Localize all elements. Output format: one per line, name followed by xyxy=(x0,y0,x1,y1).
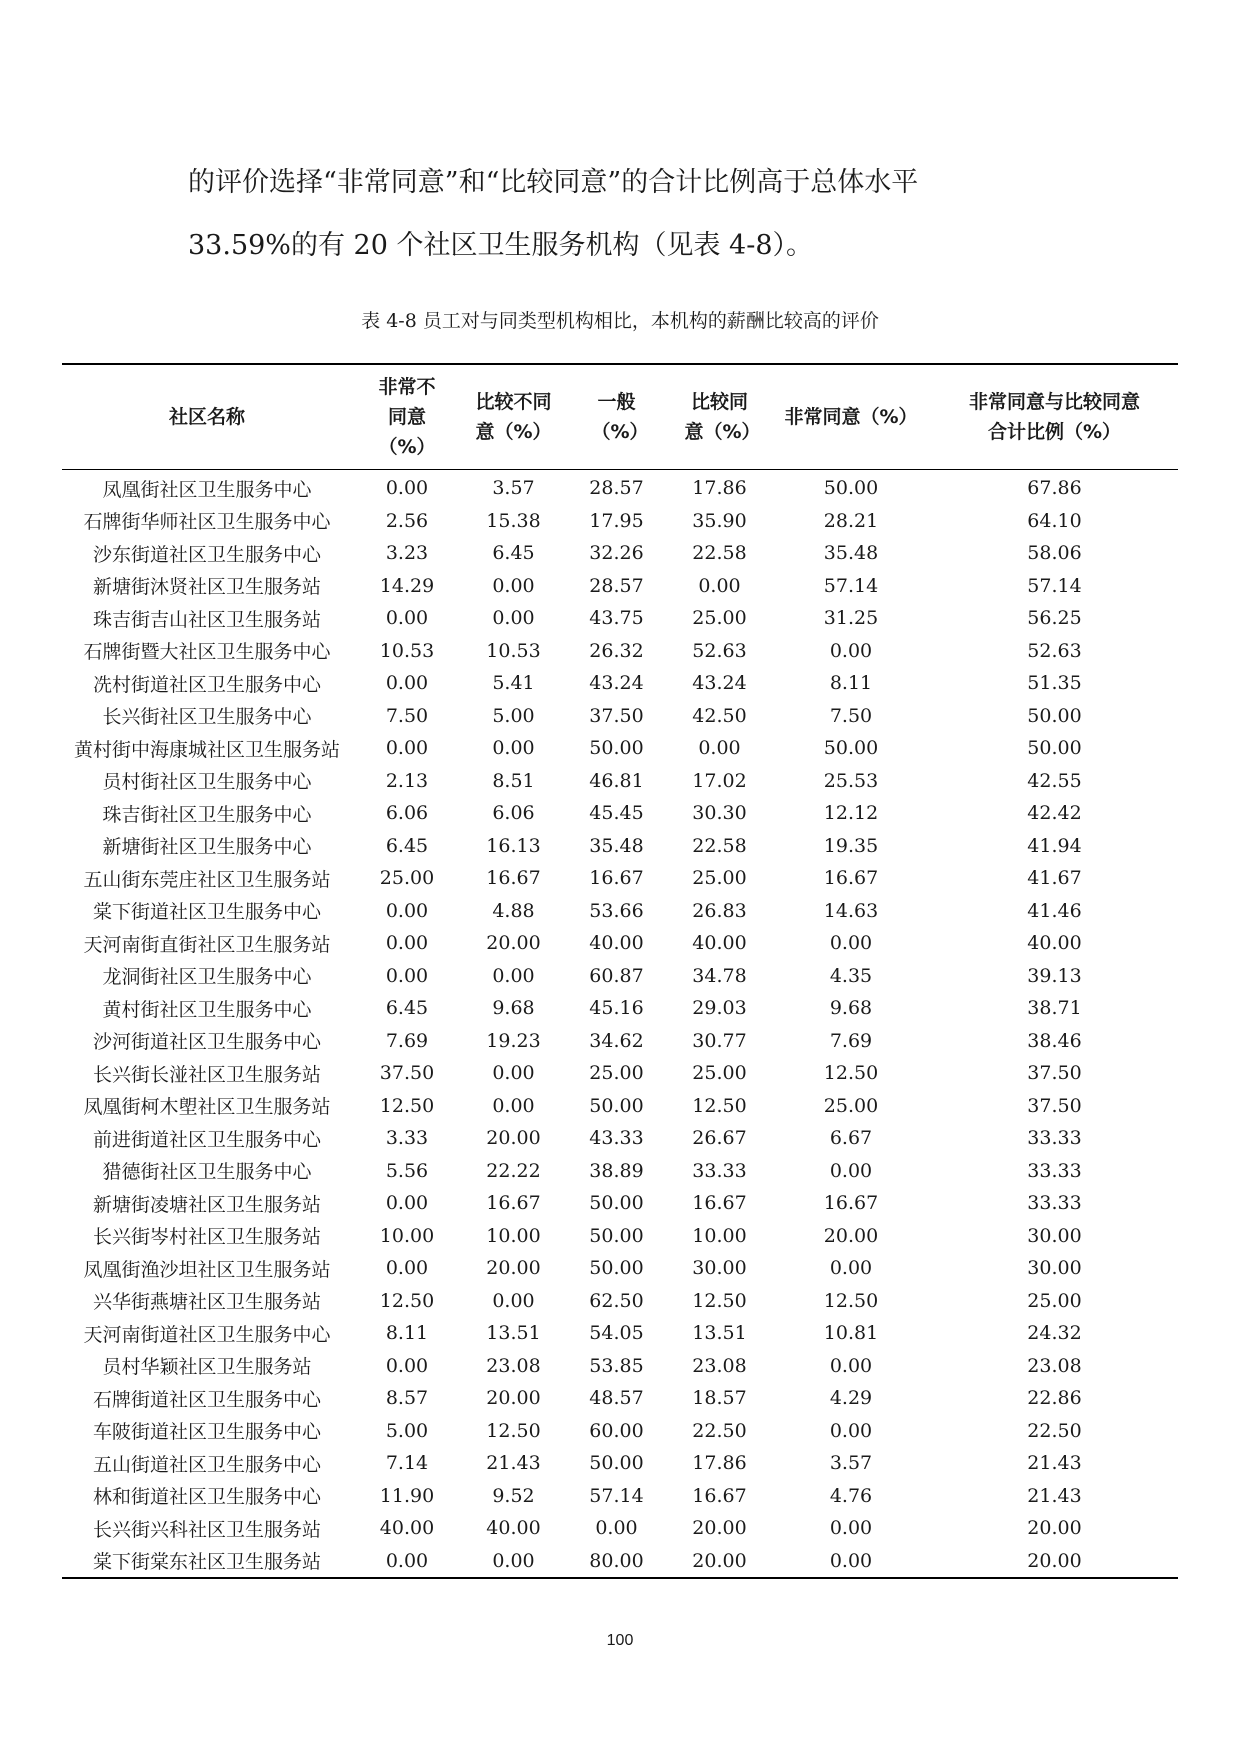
cell-disagree: 20.00 xyxy=(486,1387,541,1410)
cell-agree: 26.83 xyxy=(692,899,747,922)
cell-strongly-agree: 9.68 xyxy=(829,997,873,1020)
cell-agree: 12.50 xyxy=(692,1094,747,1117)
cell-strongly-agree: 16.67 xyxy=(823,1192,879,1215)
cell-agree-total: 40.00 xyxy=(1027,932,1082,955)
table-row xyxy=(62,1545,1178,1579)
cell-strongly-agree: 3.57 xyxy=(829,1452,873,1475)
table-row xyxy=(62,1317,1178,1350)
cell-neutral: 25.00 xyxy=(589,1062,644,1085)
cell-strongly-agree: 12.50 xyxy=(823,1062,879,1085)
cell-strongly-agree: 0.00 xyxy=(829,1549,873,1572)
cell-strongly-disagree: 37.50 xyxy=(379,1062,435,1085)
cell-strongly-disagree: 0.00 xyxy=(385,932,429,955)
cell-agree: 20.00 xyxy=(692,1517,747,1540)
table-row xyxy=(62,1285,1178,1318)
cell-disagree: 0.00 xyxy=(492,964,535,987)
cell-neutral: 53.85 xyxy=(589,1354,644,1377)
cell-neutral: 26.32 xyxy=(589,639,644,662)
cell-strongly-agree: 28.21 xyxy=(823,509,879,532)
cell-agree: 30.00 xyxy=(692,1257,747,1280)
cell-neutral: 50.00 xyxy=(589,1094,644,1117)
cell-strongly-disagree: 6.45 xyxy=(385,997,429,1020)
table-row xyxy=(62,505,1178,538)
cell-disagree: 0.00 xyxy=(492,1289,535,1312)
cell-disagree: 12.50 xyxy=(486,1419,541,1442)
cell-community-name: 珠吉街社区卫生服务中心 xyxy=(102,803,312,826)
cell-disagree: 21.43 xyxy=(486,1452,541,1475)
cell-agree: 13.51 xyxy=(692,1322,747,1345)
cell-disagree: 4.88 xyxy=(492,899,535,922)
cell-disagree: 13.51 xyxy=(486,1322,541,1345)
cell-disagree: 19.23 xyxy=(486,1029,541,1052)
cell-strongly-disagree: 6.06 xyxy=(385,802,429,825)
cell-neutral: 32.26 xyxy=(589,542,644,565)
cell-community-name: 凤凰街柯木塱社区卫生服务站 xyxy=(83,1096,331,1119)
cell-agree: 22.58 xyxy=(692,542,747,565)
cell-strongly-disagree: 0.00 xyxy=(385,899,429,922)
cell-agree: 17.86 xyxy=(692,1452,747,1475)
table-row xyxy=(62,1090,1178,1123)
cell-disagree: 15.38 xyxy=(486,509,541,532)
cell-agree: 18.57 xyxy=(692,1387,747,1410)
cell-community-name: 天河南街道社区卫生服务中心 xyxy=(83,1323,331,1346)
cell-agree: 22.58 xyxy=(692,834,747,857)
cell-agree-total: 64.10 xyxy=(1027,509,1082,532)
table-row xyxy=(62,470,1178,505)
cell-community-name: 长兴街长湴社区卫生服务站 xyxy=(92,1063,321,1086)
cell-agree: 30.77 xyxy=(692,1029,747,1052)
cell-neutral: 62.50 xyxy=(589,1289,644,1312)
table-row xyxy=(62,1025,1178,1058)
table-row xyxy=(62,1480,1178,1513)
table-row xyxy=(62,1122,1178,1155)
table-row xyxy=(62,862,1178,895)
cell-community-name: 车陂街道社区卫生服务中心 xyxy=(92,1421,321,1444)
cell-neutral: 45.16 xyxy=(589,997,644,1020)
cell-strongly-disagree: 0.00 xyxy=(385,964,429,987)
cell-strongly-agree: 6.67 xyxy=(829,1127,873,1150)
cell-disagree: 20.00 xyxy=(486,1127,541,1150)
table-row xyxy=(62,570,1178,603)
cell-agree-total: 21.43 xyxy=(1027,1484,1082,1507)
cell-strongly-agree: 12.50 xyxy=(823,1289,879,1312)
cell-strongly-disagree: 14.29 xyxy=(379,574,435,597)
cell-agree-total: 41.94 xyxy=(1027,834,1082,857)
cell-neutral: 60.00 xyxy=(589,1419,644,1442)
cell-agree-total: 38.46 xyxy=(1027,1029,1082,1052)
cell-disagree: 10.00 xyxy=(486,1224,541,1247)
cell-disagree: 0.00 xyxy=(492,574,535,597)
cell-agree-total: 41.46 xyxy=(1027,899,1082,922)
cell-agree: 23.08 xyxy=(692,1354,747,1377)
cell-neutral: 38.89 xyxy=(589,1159,644,1182)
cell-strongly-disagree: 0.00 xyxy=(385,1549,429,1572)
table-row xyxy=(62,927,1178,960)
cell-strongly-agree: 25.53 xyxy=(823,769,879,792)
cell-disagree: 9.52 xyxy=(492,1484,535,1507)
cell-strongly-agree: 25.00 xyxy=(823,1094,879,1117)
cell-disagree: 40.00 xyxy=(486,1517,541,1540)
header-community-name: 社区名称 xyxy=(62,364,352,470)
cell-strongly-disagree: 0.00 xyxy=(385,672,429,695)
cell-community-name: 长兴街社区卫生服务中心 xyxy=(102,706,312,729)
cell-neutral: 40.00 xyxy=(589,932,644,955)
cell-strongly-agree: 50.00 xyxy=(823,737,879,760)
cell-strongly-agree: 4.35 xyxy=(829,964,873,987)
cell-community-name: 新塘街社区卫生服务中心 xyxy=(102,836,312,859)
cell-community-name: 珠吉街吉山社区卫生服务站 xyxy=(92,608,321,631)
table-row xyxy=(62,1350,1178,1383)
cell-disagree: 0.00 xyxy=(492,1549,535,1572)
table-row xyxy=(62,1512,1178,1545)
cell-strongly-disagree: 7.50 xyxy=(385,704,429,727)
cell-neutral: 57.14 xyxy=(589,1484,644,1507)
cell-neutral: 80.00 xyxy=(589,1549,644,1572)
cell-community-name: 凤凰街渔沙坦社区卫生服务站 xyxy=(83,1258,331,1281)
cell-neutral: 48.57 xyxy=(589,1387,644,1410)
table-row xyxy=(62,537,1178,570)
cell-neutral: 50.00 xyxy=(589,737,644,760)
cell-agree: 33.33 xyxy=(692,1159,747,1182)
cell-agree-total: 22.86 xyxy=(1027,1387,1082,1410)
cell-agree-total: 38.71 xyxy=(1027,997,1082,1020)
cell-neutral: 43.75 xyxy=(589,607,644,630)
cell-strongly-disagree: 2.13 xyxy=(385,769,429,792)
cell-disagree: 0.00 xyxy=(492,607,535,630)
cell-agree: 40.00 xyxy=(692,932,747,955)
cell-agree-total: 30.00 xyxy=(1027,1224,1082,1247)
cell-community-name: 石牌街华师社区卫生服务中心 xyxy=(83,511,331,534)
cell-neutral: 50.00 xyxy=(589,1192,644,1215)
header-strongly-disagree: 非常不同意（%） xyxy=(352,364,462,470)
cell-disagree: 3.57 xyxy=(492,477,535,500)
cell-agree: 12.50 xyxy=(692,1289,747,1312)
cell-agree-total: 41.67 xyxy=(1027,867,1082,890)
table-row xyxy=(62,960,1178,993)
table-row xyxy=(62,700,1178,733)
cell-strongly-agree: 31.25 xyxy=(823,607,879,630)
cell-neutral: 28.57 xyxy=(589,477,644,500)
cell-community-name: 冼村街道社区卫生服务中心 xyxy=(92,673,321,696)
cell-agree-total: 23.08 xyxy=(1027,1354,1082,1377)
cell-strongly-disagree: 0.00 xyxy=(385,607,429,630)
cell-neutral: 35.48 xyxy=(589,834,644,857)
header-agree-total: 非常同意与比较同意合计比例（%） xyxy=(931,364,1178,470)
cell-neutral: 43.24 xyxy=(589,672,644,695)
table-row xyxy=(62,992,1178,1025)
cell-disagree: 23.08 xyxy=(486,1354,541,1377)
cell-agree-total: 20.00 xyxy=(1027,1549,1082,1572)
cell-agree: 52.63 xyxy=(692,639,747,662)
cell-strongly-agree: 0.00 xyxy=(829,639,873,662)
cell-community-name: 兴华街燕塘社区卫生服务站 xyxy=(92,1291,321,1314)
cell-agree: 26.67 xyxy=(692,1127,747,1150)
cell-neutral: 34.62 xyxy=(589,1029,644,1052)
cell-agree: 17.02 xyxy=(692,769,747,792)
table-row xyxy=(62,1382,1178,1415)
cell-strongly-disagree: 8.57 xyxy=(385,1387,429,1410)
cell-disagree: 0.00 xyxy=(492,1062,535,1085)
cell-community-name: 凤凰街社区卫生服务中心 xyxy=(102,478,312,501)
cell-strongly-agree: 12.12 xyxy=(823,802,879,825)
cell-disagree: 20.00 xyxy=(486,932,541,955)
table-row xyxy=(62,830,1178,863)
cell-agree: 16.67 xyxy=(692,1192,747,1215)
table-row xyxy=(62,1155,1178,1188)
cell-neutral: 45.45 xyxy=(589,802,644,825)
cell-community-name: 棠下街棠东社区卫生服务站 xyxy=(92,1551,321,1574)
cell-strongly-disagree: 12.50 xyxy=(379,1289,435,1312)
cell-strongly-agree: 0.00 xyxy=(829,1257,873,1280)
cell-strongly-agree: 0.00 xyxy=(829,1517,873,1540)
cell-community-name: 员村华颖社区卫生服务站 xyxy=(102,1356,312,1379)
cell-strongly-agree: 0.00 xyxy=(829,1354,873,1377)
cell-agree-total: 33.33 xyxy=(1027,1192,1082,1215)
cell-strongly-disagree: 40.00 xyxy=(379,1517,435,1540)
cell-community-name: 石牌街暨大社区卫生服务中心 xyxy=(83,641,331,664)
cell-agree-total: 24.32 xyxy=(1027,1322,1082,1345)
table-row xyxy=(62,635,1178,668)
page-number: 100 xyxy=(606,1632,634,1649)
cell-disagree: 16.67 xyxy=(486,867,541,890)
cell-strongly-agree: 0.00 xyxy=(829,1159,873,1182)
cell-strongly-agree: 8.11 xyxy=(829,672,873,695)
cell-strongly-agree: 20.00 xyxy=(823,1224,879,1247)
cell-agree: 35.90 xyxy=(692,509,747,532)
cell-agree: 25.00 xyxy=(692,867,747,890)
cell-disagree: 6.06 xyxy=(492,802,535,825)
table-row xyxy=(62,1220,1178,1253)
header-agree: 比较同意（%） xyxy=(668,364,771,470)
cell-agree: 0.00 xyxy=(698,574,741,597)
cell-strongly-disagree: 0.00 xyxy=(385,1354,429,1377)
cell-agree: 25.00 xyxy=(692,607,747,630)
cell-strongly-disagree: 10.53 xyxy=(379,639,435,662)
cell-agree-total: 39.13 xyxy=(1027,964,1082,987)
cell-agree: 20.00 xyxy=(692,1549,747,1572)
cell-strongly-agree: 19.35 xyxy=(823,834,879,857)
cell-disagree: 10.53 xyxy=(486,639,541,662)
cell-strongly-agree: 7.50 xyxy=(829,704,873,727)
table-caption: 表 4-8 员工对与同类型机构相比，本机构的薪酬比较高的评价 xyxy=(361,310,879,332)
cell-community-name: 前进街道社区卫生服务中心 xyxy=(92,1128,321,1151)
cell-neutral: 54.05 xyxy=(589,1322,644,1345)
cell-disagree: 16.13 xyxy=(486,834,541,857)
cell-agree: 16.67 xyxy=(692,1484,747,1507)
cell-strongly-disagree: 7.69 xyxy=(385,1029,429,1052)
cell-agree: 10.00 xyxy=(692,1224,747,1247)
cell-disagree: 5.00 xyxy=(492,704,535,727)
cell-community-name: 石牌街道社区卫生服务中心 xyxy=(92,1388,321,1411)
cell-community-name: 沙河街道社区卫生服务中心 xyxy=(92,1031,321,1054)
table-body xyxy=(62,470,1178,1579)
cell-agree-total: 22.50 xyxy=(1027,1419,1082,1442)
cell-neutral: 17.95 xyxy=(589,509,644,532)
cell-agree: 25.00 xyxy=(692,1062,747,1085)
table-row xyxy=(62,732,1178,765)
cell-neutral: 37.50 xyxy=(589,704,644,727)
cell-agree-total: 25.00 xyxy=(1027,1289,1082,1312)
cell-agree-total: 58.06 xyxy=(1027,542,1082,565)
cell-neutral: 28.57 xyxy=(589,574,644,597)
cell-neutral: 50.00 xyxy=(589,1224,644,1247)
table-row xyxy=(62,895,1178,928)
cell-community-name: 棠下街道社区卫生服务中心 xyxy=(92,901,321,924)
cell-neutral: 60.87 xyxy=(589,964,644,987)
cell-agree-total: 67.86 xyxy=(1027,477,1082,500)
cell-strongly-agree: 57.14 xyxy=(823,574,879,597)
cell-neutral: 46.81 xyxy=(589,769,644,792)
cell-community-name: 五山街东莞庄社区卫生服务站 xyxy=(83,868,331,891)
cell-strongly-agree: 14.63 xyxy=(823,899,879,922)
cell-disagree: 0.00 xyxy=(492,1094,535,1117)
table-row xyxy=(62,1415,1178,1448)
cell-strongly-disagree: 12.50 xyxy=(379,1094,435,1117)
cell-strongly-disagree: 0.00 xyxy=(385,1192,429,1215)
cell-agree: 30.30 xyxy=(692,802,747,825)
cell-agree-total: 30.00 xyxy=(1027,1257,1082,1280)
cell-neutral: 0.00 xyxy=(595,1517,638,1540)
cell-community-name: 天河南街直街社区卫生服务站 xyxy=(83,933,331,956)
header-disagree: 比较不同意（%） xyxy=(462,364,565,470)
table-row xyxy=(62,602,1178,635)
cell-agree: 17.86 xyxy=(692,477,747,500)
cell-agree-total: 52.63 xyxy=(1027,639,1082,662)
cell-strongly-disagree: 3.23 xyxy=(385,542,429,565)
cell-strongly-disagree: 5.56 xyxy=(385,1159,429,1182)
cell-disagree: 0.00 xyxy=(492,737,535,760)
cell-agree-total: 42.42 xyxy=(1027,802,1082,825)
cell-disagree: 8.51 xyxy=(492,769,535,792)
cell-agree-total: 51.35 xyxy=(1027,672,1082,695)
cell-community-name: 沙东街道社区卫生服务中心 xyxy=(92,543,321,566)
cell-strongly-disagree: 7.14 xyxy=(385,1452,429,1475)
cell-neutral: 16.67 xyxy=(589,867,644,890)
header-strongly-agree: 非常同意（%） xyxy=(771,364,931,470)
cell-community-name: 员村街社区卫生服务中心 xyxy=(102,771,312,794)
evaluation-table xyxy=(62,363,1178,1579)
cell-agree-total: 37.50 xyxy=(1027,1094,1082,1117)
table-row xyxy=(62,1187,1178,1220)
cell-strongly-disagree: 0.00 xyxy=(385,1257,429,1280)
body-paragraph-line-2: 33.59%的有 20 个社区卫生服务机构（见表 4-8）。 xyxy=(188,230,814,261)
table-row xyxy=(62,667,1178,700)
cell-strongly-agree: 4.29 xyxy=(829,1387,873,1410)
cell-strongly-disagree: 0.00 xyxy=(385,737,429,760)
cell-agree: 0.00 xyxy=(698,737,741,760)
cell-agree: 22.50 xyxy=(692,1419,747,1442)
cell-disagree: 6.45 xyxy=(492,542,535,565)
cell-strongly-disagree: 3.33 xyxy=(385,1127,429,1150)
cell-agree: 43.24 xyxy=(692,672,747,695)
cell-strongly-disagree: 10.00 xyxy=(379,1224,435,1247)
table-row xyxy=(62,1447,1178,1480)
cell-agree-total: 50.00 xyxy=(1027,737,1082,760)
cell-community-name: 龙洞街社区卫生服务中心 xyxy=(102,966,312,989)
cell-neutral: 50.00 xyxy=(589,1257,644,1280)
table-row xyxy=(62,1252,1178,1285)
cell-strongly-disagree: 6.45 xyxy=(385,834,429,857)
cell-agree: 34.78 xyxy=(692,964,747,987)
cell-strongly-disagree: 2.56 xyxy=(385,509,429,532)
table-row xyxy=(62,1057,1178,1090)
cell-agree-total: 42.55 xyxy=(1027,769,1082,792)
cell-neutral: 43.33 xyxy=(589,1127,644,1150)
cell-agree-total: 37.50 xyxy=(1027,1062,1082,1085)
cell-disagree: 9.68 xyxy=(492,997,535,1020)
body-paragraph-line-1: 的评价选择“非常同意”和“比较同意”的合计比例高于总体水平 xyxy=(188,167,919,198)
cell-strongly-agree: 50.00 xyxy=(823,477,879,500)
cell-strongly-disagree: 5.00 xyxy=(385,1419,429,1442)
cell-disagree: 16.67 xyxy=(486,1192,541,1215)
cell-agree-total: 20.00 xyxy=(1027,1517,1082,1540)
cell-agree-total: 50.00 xyxy=(1027,704,1082,727)
cell-agree: 29.03 xyxy=(692,997,747,1020)
cell-agree-total: 57.14 xyxy=(1027,574,1082,597)
cell-strongly-agree: 16.67 xyxy=(823,867,879,890)
cell-community-name: 黄村街社区卫生服务中心 xyxy=(102,998,312,1021)
header-neutral: 一般（%） xyxy=(565,364,668,470)
cell-strongly-disagree: 25.00 xyxy=(379,867,435,890)
cell-strongly-disagree: 0.00 xyxy=(385,477,429,500)
table-row xyxy=(62,765,1178,798)
table-row xyxy=(62,797,1178,830)
cell-agree: 42.50 xyxy=(692,704,747,727)
cell-strongly-disagree: 11.90 xyxy=(379,1484,435,1507)
cell-strongly-agree: 0.00 xyxy=(829,1419,873,1442)
cell-strongly-agree: 35.48 xyxy=(823,542,879,565)
cell-community-name: 长兴街岑村社区卫生服务站 xyxy=(92,1226,321,1249)
cell-agree-total: 33.33 xyxy=(1027,1127,1082,1150)
cell-strongly-agree: 7.69 xyxy=(829,1029,873,1052)
cell-agree-total: 33.33 xyxy=(1027,1159,1082,1182)
cell-community-name: 新塘街沐贤社区卫生服务站 xyxy=(92,576,321,599)
cell-strongly-agree: 0.00 xyxy=(829,932,873,955)
cell-community-name: 猎德街社区卫生服务中心 xyxy=(102,1161,312,1184)
cell-disagree: 5.41 xyxy=(492,672,535,695)
cell-neutral: 53.66 xyxy=(589,899,644,922)
cell-disagree: 20.00 xyxy=(486,1257,541,1280)
cell-community-name: 林和街道社区卫生服务中心 xyxy=(92,1486,321,1509)
cell-community-name: 长兴街兴科社区卫生服务站 xyxy=(92,1518,321,1541)
cell-strongly-agree: 10.81 xyxy=(823,1322,879,1345)
cell-community-name: 黄村街中海康城社区卫生服务站 xyxy=(73,738,340,761)
cell-disagree: 22.22 xyxy=(486,1159,541,1182)
table-header-row xyxy=(62,364,1178,470)
cell-agree-total: 21.43 xyxy=(1027,1452,1082,1475)
cell-community-name: 五山街道社区卫生服务中心 xyxy=(92,1453,321,1476)
cell-neutral: 50.00 xyxy=(589,1452,644,1475)
cell-agree-total: 56.25 xyxy=(1027,607,1082,630)
cell-community-name: 新塘街凌塘社区卫生服务站 xyxy=(92,1193,321,1216)
cell-strongly-disagree: 8.11 xyxy=(385,1322,429,1345)
cell-strongly-agree: 4.76 xyxy=(829,1484,873,1507)
